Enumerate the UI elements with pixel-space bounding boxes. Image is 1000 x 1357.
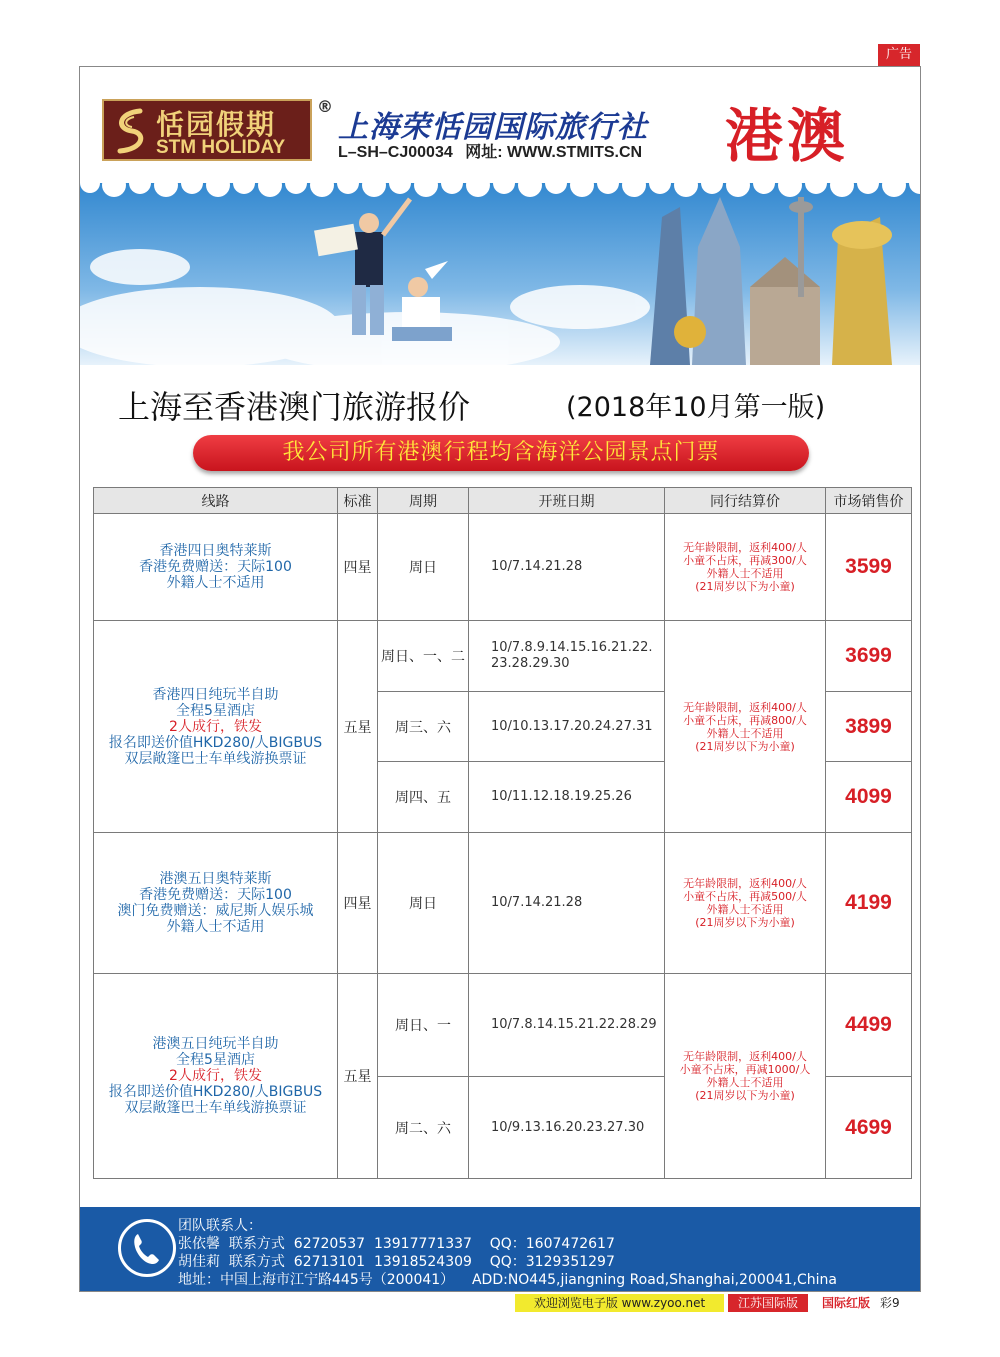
route-line: 香港四日纯玩半自助 (152, 686, 279, 703)
standard-cell: 四星 (337, 832, 378, 974)
table-header-1: 标准 (337, 487, 378, 514)
settlement-line: 外籍人士不适用 (706, 1076, 784, 1089)
route-line: 2人成行，铁发 (169, 718, 262, 735)
browse-banner[interactable]: 欢迎浏览电子版 www.zyoo.net (515, 1294, 724, 1312)
license-line (338, 139, 642, 162)
edition-tag: 江苏国际版 (728, 1294, 808, 1312)
phone-icon (118, 1219, 176, 1277)
settlement-line: 无年龄限制，返利400/人 (683, 1050, 807, 1063)
settlement-line: 外籍人士不适用 (706, 726, 784, 740)
page-info (822, 1294, 900, 1312)
dates-cell: 10/7.8.14.15.21.22.28.29 (468, 973, 665, 1077)
settlement-line: 外籍人士不适用 (706, 903, 784, 916)
settlement-line: 小童不占床，再减500/人 (683, 890, 807, 903)
period-cell: 周日、一 (377, 973, 469, 1077)
route-cell (93, 832, 338, 974)
settlement-line: (21周岁以下为小童) (695, 916, 795, 929)
period-cell: 周四、五 (377, 761, 469, 833)
route-cell (93, 620, 338, 833)
logo-chinese-name: 恬园假期 (156, 108, 277, 141)
contact-footer (80, 1207, 921, 1292)
section-label: 国际红版 (822, 1296, 871, 1310)
registered-mark: ® (317, 97, 333, 116)
route-cell (93, 513, 338, 621)
table-header-0: 线路 (93, 487, 338, 514)
advertisement-page (79, 66, 921, 1292)
settlement-line: 小童不占床，再减800/人 (683, 713, 807, 727)
route-line: 港澳五日奥特莱斯 (159, 871, 272, 887)
dates-cell: 10/7.8.9.14.15.16.21.22. 23.28.29.30 (468, 620, 665, 692)
settlement-line: (21周岁以下为小童) (695, 739, 795, 753)
route-line: 澳门免费赠送：威尼斯人娱乐城 (117, 903, 314, 919)
table-header-2: 周期 (377, 487, 469, 514)
standard-cell: 五星 (337, 620, 378, 833)
period-cell: 周日、一、二 (377, 620, 469, 692)
route-line: 外籍人士不适用 (166, 575, 265, 591)
market-price: 3599 (825, 513, 912, 621)
route-line: 2人成行，铁发 (169, 1068, 262, 1084)
route-line: 港澳五日纯玩半自助 (152, 1036, 279, 1052)
route-line: 全程5星酒店 (176, 1052, 255, 1068)
table-header-4: 同行结算价 (664, 487, 826, 514)
table-header-5: 市场销售价 (825, 487, 912, 514)
url-label: 网址: (465, 144, 503, 161)
period-cell: 周二、六 (377, 1076, 469, 1179)
route-line: 外籍人士不适用 (166, 919, 265, 935)
market-price: 4199 (825, 832, 912, 974)
route-line: 报名即送价值HKD280/人BIGBUS (108, 1084, 323, 1100)
standard-cell: 五星 (337, 973, 378, 1179)
settlement-cell (664, 832, 826, 974)
region-title: 港澳 (725, 102, 850, 170)
period-cell: 周日 (377, 832, 469, 974)
route-line: 双层敞篷巴士车单线游换票证 (124, 750, 307, 767)
logo-swirl-icon (110, 107, 150, 155)
dates-cell: 10/7.14.21.28 (468, 513, 665, 621)
settlement-cell (664, 513, 826, 621)
route-line: 报名即送价值HKD280/人BIGBUS (108, 734, 323, 751)
market-price: 4099 (825, 761, 912, 833)
market-price: 3899 (825, 691, 912, 762)
website-link[interactable]: WWW.STMITS.CN (507, 144, 643, 161)
route-line: 双层敞篷巴士车单线游换票证 (124, 1100, 307, 1116)
page-number: 彩9 (880, 1296, 900, 1310)
agency-name: 上海荣恬园国际旅行社 (338, 110, 648, 145)
settlement-line: 外籍人士不适用 (706, 567, 784, 580)
promo-banner: 我公司所有港澳行程均含海洋公园景点门票 (193, 435, 809, 471)
period-cell: 周三、六 (377, 691, 469, 762)
contact-person-2: 胡佳莉 联系方式 62713101 13918524309 QQ：3129351297 (178, 1254, 615, 1270)
contact-title: 团队联系人： (178, 1218, 262, 1234)
route-line: 全程5星酒店 (176, 702, 255, 719)
period-cell: 周日 (377, 513, 469, 621)
route-line: 香港免费赠送：天际100 (139, 559, 292, 575)
settlement-cell (664, 620, 826, 833)
banner-illustration (80, 177, 921, 365)
stm-holiday-logo (102, 99, 312, 161)
route-line: 香港四日奥特莱斯 (159, 543, 272, 559)
settlement-line: (21周岁以下为小童) (695, 1089, 795, 1102)
market-price: 4699 (825, 1076, 912, 1179)
page-title: 上海至香港澳门旅游报价 (118, 388, 471, 426)
dates-cell: 10/10.13.17.20.24.27.31 (468, 691, 665, 762)
settlement-cell (664, 973, 826, 1179)
dates-cell: 10/7.14.21.28 (468, 832, 665, 974)
ad-tag: 广告 (878, 44, 920, 66)
dates-cell: 10/11.12.18.19.25.26 (468, 761, 665, 833)
settlement-line: 小童不占床，再减1000/人 (679, 1063, 811, 1076)
route-cell (93, 973, 338, 1179)
hero-banner (80, 177, 921, 365)
contact-person-1: 张依馨 联系方式 62720537 13917771337 QQ：1607472617 (178, 1236, 615, 1252)
logo-english-name: STM HOLIDAY (156, 137, 286, 158)
table-header-3: 开班日期 (468, 487, 665, 514)
dates-cell: 10/9.13.16.20.23.27.30 (468, 1076, 665, 1179)
market-price: 3699 (825, 620, 912, 692)
settlement-line: 无年龄限制，返利400/人 (683, 877, 807, 890)
edition-label: (2018年10月第一版) (566, 392, 826, 423)
license-number: L–SH–CJ00034 (338, 144, 453, 161)
settlement-line: (21周岁以下为小童) (695, 580, 795, 593)
standard-cell: 四星 (337, 513, 378, 621)
settlement-line: 无年龄限制，返利400/人 (683, 700, 807, 714)
address: 地址：中国上海市江宁路445号（200041） ADD:NO445,jiangning Road,Shanghai,200041,China (178, 1272, 837, 1288)
route-line: 香港免费赠送：天际100 (139, 887, 292, 903)
settlement-line: 小童不占床，再减300/人 (683, 554, 807, 567)
market-price: 4499 (825, 973, 912, 1077)
settlement-line: 无年龄限制，返利400/人 (683, 541, 807, 554)
